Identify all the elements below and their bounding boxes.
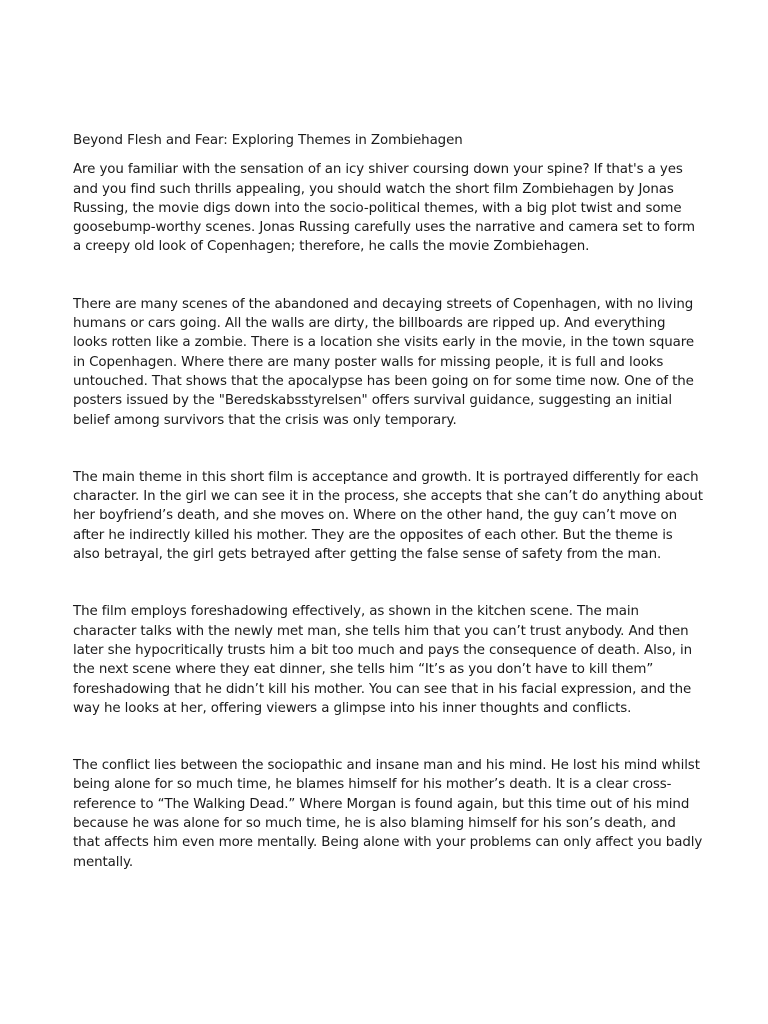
document-page [73, 131, 703, 872]
paragraph-conflict: The conflict lies between the sociopathic and insane man and his mind. He lost his mind whilst being alone for so much time, he blames himself for his mother’s death. It is a clear cross-reference to “The Walking Dead.” Where Morgan is found again, but this time out of his mind because he was alone for so much time, he is also blaming himself for his son’s death, and that affects him even more mentally. Being alone with your problems can only affect you badly mentally. [73, 758, 703, 870]
paragraph-intro: Are you familiar with the sensation of an icy shiver coursing down your spine? If that's a yes and you find such thrills appealing, you should watch the short film Zombiehagen by Jonas Russing, the movie digs down into the socio-political themes, with a big plot twist and some goosebump-worthy scenes. Jonas Russing carefully uses the narrative and camera set to form a creepy old look of Copenhagen; therefore, he calls the movie Zombiehagen. [73, 162, 695, 255]
paragraph-setting: There are many scenes of the abandoned and decaying streets of Copenhagen, with no living humans or cars going. All the walls are dirty, the billboards are ripped up. And everything looks rotten like a zombie. There is a location she visits early in the movie, in the town square in Copenhagen. Where there are many poster walls for missing people, it is full and looks untouched. That shows that the apocalypse has been going on for some time now. One of the posters issued by the "Beredskabsstyrelsen" offers survival guidance, suggesting an initial belief among survivors that the crisis was only temporary. [73, 296, 695, 428]
document-title: Beyond Flesh and Fear: Exploring Themes in Zombiehagen [73, 133, 463, 148]
paragraph-theme: The main theme in this short film is acceptance and growth. It is portrayed differently for each character. In the girl we can see it in the process, she accepts that she can’t do anything about her boyfriend’s death, and she moves on. Where on the other hand, the guy can’t move on after he indirectly killed his mother. They are the opposites of each other. But the theme is also betrayal, the girl gets betrayed after getting the false sense of safety from the man. [73, 469, 703, 563]
paragraph-foreshadowing: The film employs foreshadowing effectively, as shown in the kitchen scene. The main character talks with the newly met man, she tells him that you can’t trust anybody. And then later she hypocritically trusts him a bit too much and pays the consequence of death. Also, in the next scene where they eat dinner, she tells him “It’s as you don’t have to kill them” foreshadowing that he didn’t kill his mother. You can see that in his facial expression, and the way he looks at her, offering viewers a glimpse into his inner thoughts and conflicts. [73, 604, 693, 716]
